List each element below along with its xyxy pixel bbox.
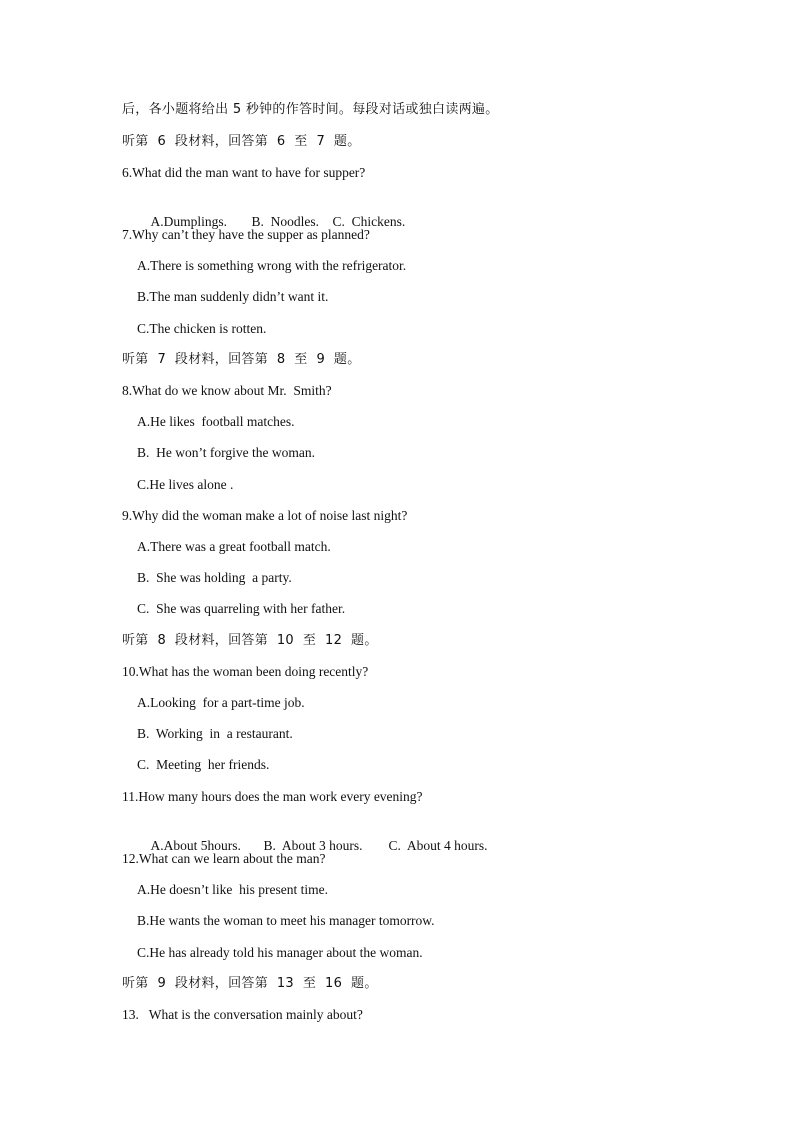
question-11-option-c: C. About 4 hours. [388,838,488,853]
question-8-option-b: B. He won’t forgive the woman. [137,445,315,460]
question-10-option-c: C. Meeting her friends. [137,757,270,772]
section-9-heading: 听第 9 段材料，回答第 13 至 16 题。 [122,976,378,991]
section-7-heading: 听第 7 段材料，回答第 8 至 9 题。 [122,352,361,367]
question-9: 9.Why did the woman make a lot of noise last night? [122,508,408,523]
question-6: 6.What did the man want to have for supper? [122,165,366,180]
question-10: 10.What has the woman been doing recently? [122,664,369,679]
question-8: 8.What do we know about Mr. Smith? [122,383,332,398]
question-10-option-b: B. Working in a restaurant. [137,726,293,741]
question-11-option-a: A.About 5hours. [150,838,241,853]
question-9-option-c: C. She was quarreling with her father. [137,601,346,616]
section-8-heading: 听第 8 段材料，回答第 10 至 12 题。 [122,633,378,648]
question-7-option-b: B.The man suddenly didn’t want it. [137,289,329,304]
instruction-text: 后，各小题将给出 5 秒钟的作答时间。每段对话或独白读两遍。 [122,102,499,117]
question-12-option-b: B.He wants the woman to meet his manager tomorrow. [137,913,435,928]
question-8-option-a: A.He likes football matches. [137,414,295,429]
question-11: 11.How many hours does the man work every evening? [122,789,423,804]
question-11-option-b: B. About 3 hours. [263,838,363,853]
question-6-option-c: C. Chickens. [332,214,406,229]
question-13: 13. What is the conversation mainly about? [122,1007,363,1022]
question-12-option-c: C.He has already told his manager about the woman. [137,945,423,960]
section-6-heading: 听第 6 段材料，回答第 6 至 7 题。 [122,134,361,149]
question-7-option-c: C.The chicken is rotten. [137,321,267,336]
question-6-option-b: B. Noodles. [251,214,319,229]
question-9-option-b: B. She was holding a party. [137,570,292,585]
question-10-option-a: A.Looking for a part-time job. [137,695,305,710]
question-12-option-a: A.He doesn’t like his present time. [137,882,328,897]
question-9-option-a: A.There was a great football match. [137,539,331,554]
question-12: 12.What can we learn about the man? [122,851,326,866]
question-6-option-a: A.Dumplings. [150,214,228,229]
question-8-option-c: C.He lives alone . [137,477,234,492]
question-7-option-a: A.There is something wrong with the refrigerator. [137,258,407,273]
question-7: 7.Why can’t they have the supper as planned? [122,227,370,242]
